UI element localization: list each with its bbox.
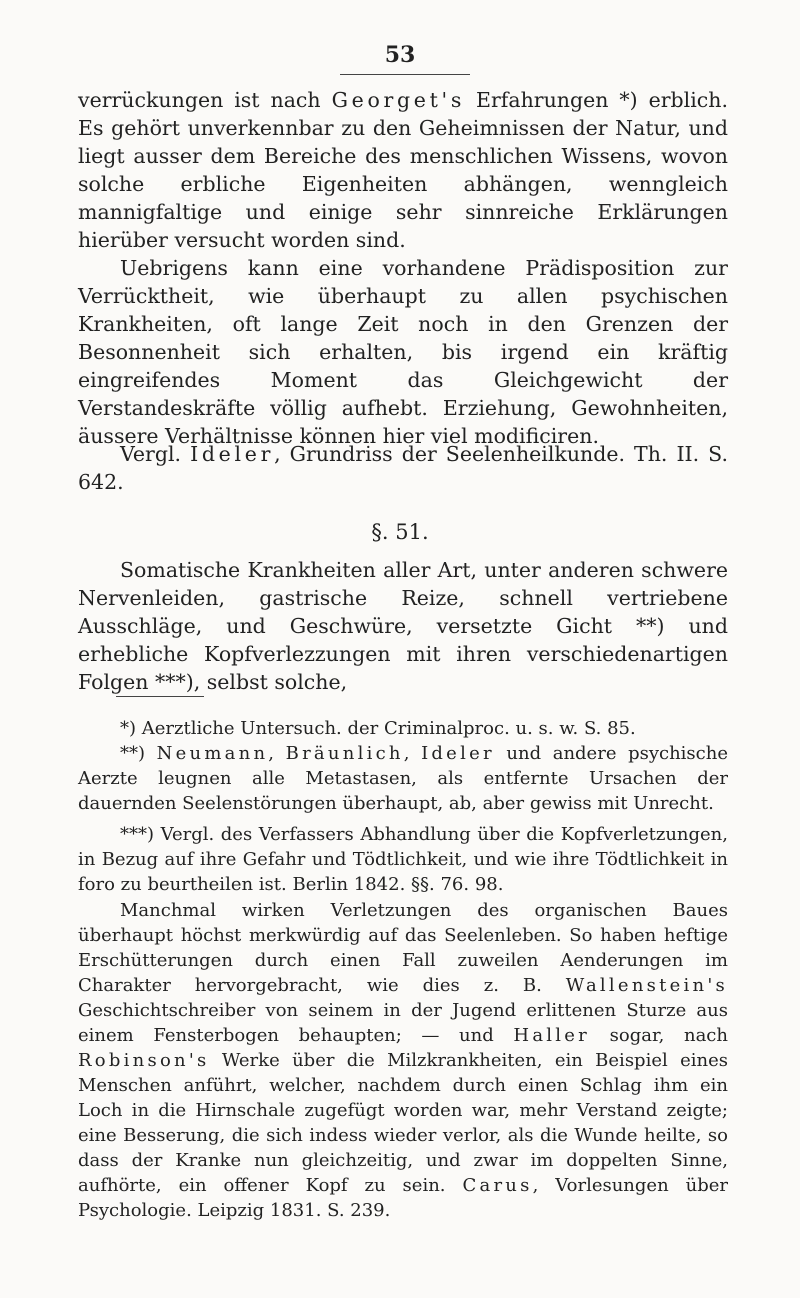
author-name: Carus bbox=[462, 1175, 533, 1196]
page-number: 53 bbox=[384, 42, 416, 68]
footnote-rule bbox=[116, 696, 204, 697]
text-run: Somatische Krankheiten aller Art, unter anderen schwere Nervenleiden, gastrische Reize, schnell vertriebene Ausschläge, und Geschwüre, versetzte Gicht **) und erhebliche Kopfverlezzungen mit ihren verschiedenartigen Folgen ***), selbst solche, bbox=[78, 558, 728, 694]
text-run: Manchmal wirken Verletzungen des organischen Baues überhaupt höchst merkwürdig auf das Seelenleben. So haben heftige Erschütterungen durch einen Fall zuweilen Aenderungen im Charakter hervorgebracht, wie dies z. B. bbox=[78, 900, 728, 996]
text-run: , bbox=[403, 743, 422, 764]
author-name: Bräunlich bbox=[285, 743, 404, 764]
text-run: Geschichtschreiber von seinem in der Jugend erlittenen Sturze aus einem Fensterbogen behaupten; — und bbox=[78, 1000, 728, 1046]
footnote-3: ***) Vergl. des Verfassers Abhandlung über die Kopfverletzungen, in Bezug auf ihre Gefahr und Tödtlichkeit, und wie ihre Tödtlichkeit in foro zu beurtheilen ist. Berlin 1842. §§. 76. 98. bbox=[78, 824, 728, 895]
author-name: Ideler bbox=[421, 743, 495, 764]
text-run: , Grundriss der Seelenheilkunde. Th. II. S. 642. bbox=[78, 442, 728, 494]
text-run: und andere psychische Aerzte leugnen alle Metastasen, als entfernte Ursachen der dauernden Seelenstörungen überhaupt, ab, aber gewiss mit Unrecht. bbox=[78, 743, 728, 814]
header-rule bbox=[340, 74, 470, 75]
paragraph-heredity bbox=[78, 86, 728, 254]
footnote-2 bbox=[78, 741, 728, 816]
text-run: Erfahrungen *) erblich. Es gehört unverkennbar zu den Geheimnissen der Natur, und liegt ausser dem Bereiche des menschlichen Wissens, wovon solche erbliche Eigenheiten abhängen, wenngleich mannigfaltige und einige sehr sinnreiche Erklärungen hierüber versucht worden sind. bbox=[78, 88, 728, 252]
paragraph-somatic bbox=[78, 556, 728, 696]
paragraph-predisposition bbox=[78, 254, 728, 450]
author-name: Haller bbox=[513, 1025, 591, 1046]
text-run: verrückungen ist nach bbox=[78, 88, 332, 112]
text-run: Vergl. bbox=[120, 442, 191, 466]
author-name: Georget's bbox=[331, 88, 466, 112]
footnote-continuation bbox=[78, 898, 728, 1223]
text-run: Uebrigens kann eine vorhandene Prädisposition zur Verrücktheit, wie überhaupt zu allen psychischen Krankheiten, oft lange Zeit noch in den Grenzen der Besonnenheit sich erhalten, bis irgend ein kräftig eingreifendes Moment das Gleichgewicht der Verstandeskräfte völlig aufhebt. Erziehung, Gewohnheiten, äussere Verhältnisse können hier viel modificiren. bbox=[78, 256, 728, 448]
author-name: Wallenstein's bbox=[565, 975, 728, 996]
author-name: Neumann bbox=[156, 743, 269, 764]
text-run: **) bbox=[120, 743, 157, 764]
author-name: Robinson's bbox=[78, 1050, 210, 1071]
text-run: , bbox=[268, 743, 286, 764]
text-run: sogar, nach bbox=[590, 1025, 728, 1046]
section-heading: §. 51. bbox=[371, 520, 429, 544]
footnote-1: *) Aerztliche Untersuch. der Criminalproc. u. s. w. S. 85. bbox=[120, 718, 636, 739]
author-name: Ideler bbox=[190, 442, 275, 466]
text-run: , Vorlesungen über Psychologie. Leipzig 1831. S. 239. bbox=[78, 1175, 728, 1221]
text-run: Werke über die Milzkrankheiten, ein Beispiel eines Menschen anführt, welcher, nachdem durch einen Schlag ihm ein Loch in die Hirnschale zugefügt worden war, mehr Verstand zeigte; eine Besserung, die sich indess wieder verlor, als die Wunde heilte, so dass der Kranke nun gleichzeitig, und zwar im doppelten Sinne, aufhörte, ein offener Kopf zu sein. bbox=[78, 1050, 728, 1196]
paragraph-reference bbox=[78, 440, 728, 496]
